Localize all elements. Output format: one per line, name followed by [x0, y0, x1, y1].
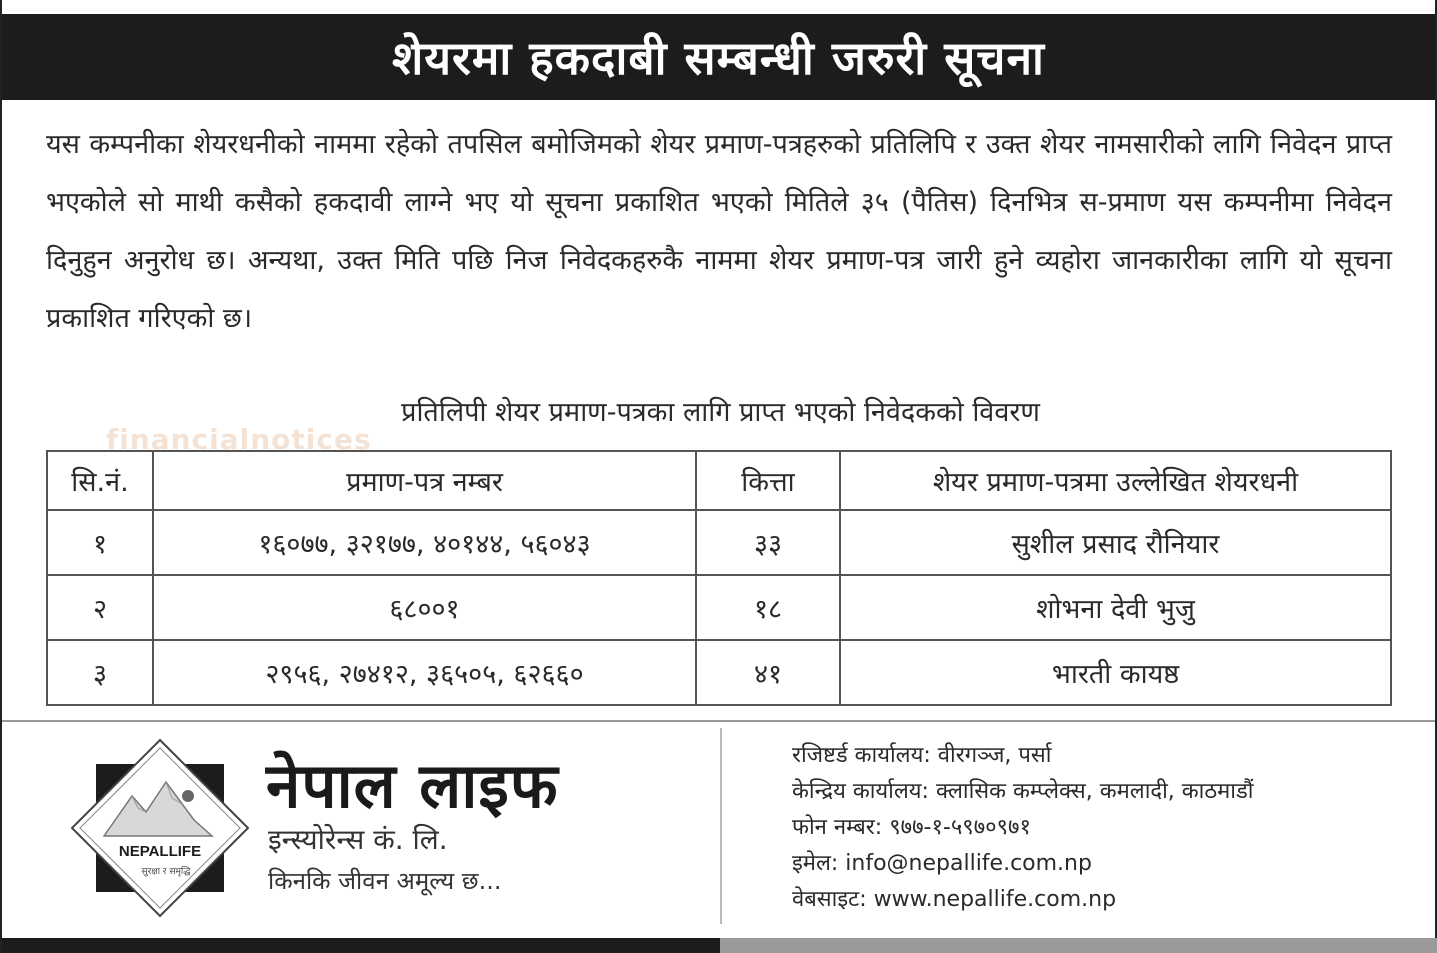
table-row — [47, 640, 1391, 705]
header-holder: शेयर प्रमाण-पत्रमा उल्लेखित शेयरधनी — [840, 451, 1391, 510]
header-sn: सि.नं. — [47, 451, 153, 510]
footer-divider — [2, 720, 1435, 722]
cell-holder: सुशील प्रसाद रौनियार — [840, 510, 1391, 575]
title-bar — [2, 14, 1435, 100]
table-row — [47, 575, 1391, 640]
footer-column-divider — [720, 728, 722, 924]
claims-table — [46, 450, 1392, 706]
logo-mark-text: NEPALLIFE — [118, 843, 202, 860]
cell-sn: २ — [47, 575, 153, 640]
brand-name: नेपाल लाइफ — [266, 749, 559, 822]
nepallife-logo-icon — [70, 738, 250, 918]
top-margin — [2, 0, 1435, 14]
cell-holder: शोभना देवी भुजु — [840, 575, 1391, 640]
cell-certificate-no: २९५६, २७४१२, ३६५०५, ६२६६० — [153, 640, 696, 705]
header-kitta: कित्ता — [696, 451, 840, 510]
cell-sn: १ — [47, 510, 153, 575]
contact-block — [792, 738, 1412, 918]
cell-kitta: ३३ — [696, 510, 840, 575]
table-row — [47, 510, 1391, 575]
brand-tagline: किनकि जीवन अमूल्य छ... — [268, 867, 502, 895]
table-caption: प्रतिलिपी शेयर प्रमाण-पत्रका लागि प्राप्त भएको निवेदकको विवरण — [401, 397, 1040, 428]
registered-office: रजिष्टर्ड कार्यालय: वीरगञ्ज, पर्सा — [792, 743, 1052, 768]
header-certificate-no: प्रमाण-पत्र नम्बर — [153, 451, 696, 510]
logo-mark-slogan: सुरक्षा र समृद्धि — [141, 867, 191, 877]
company-logo-block — [70, 738, 690, 918]
cell-kitta: १८ — [696, 575, 840, 640]
bottom-bar-left — [2, 938, 720, 953]
central-office: केन्द्रिय कार्यालय: क्लासिक कम्प्लेक्स, कमलादी, काठमाडौं — [792, 779, 1254, 804]
website-link[interactable]: वेबसाइट: www.nepallife.com.np — [792, 887, 1117, 912]
table-header-row — [47, 451, 1391, 510]
cell-certificate-no: ६८००१ — [153, 575, 696, 640]
notice-title: शेयरमा हकदाबी सम्बन्धी जरुरी सूचना — [392, 31, 1045, 85]
notice-body: यस कम्पनीका शेयरधनीको नाममा रहेको तपसिल बमोजिमको शेयर प्रमाण-पत्रहरुको प्रतिलिपि र उक्त शेयर नामसारीको लागि निवेदन प्राप्त भएकोले सो माथी कसैको हकदावी लाग्ने भए यो सूचना प्रकाशित भएको मितिले ३५ (पैतिस) दिनभित्र स-प्रमाण यस कम्पनीमा निवेदन दिनुहुन अनुरोध छ। अन्यथा, उक्त मिति पछि निज निवेदकहरुकै नाममा शेयर प्रमाण-पत्र जारी हुने व्यहोरा जानकारीका लागि यो सूचना प्रकाशित गरिएको छ। — [46, 129, 1392, 334]
email-address[interactable]: इमेल: info@nepallife.com.np — [792, 851, 1092, 876]
cell-sn: ३ — [47, 640, 153, 705]
cell-kitta: ४१ — [696, 640, 840, 705]
phone-number: फोन नम्बर: ९७७-१-५९७०९७१ — [792, 815, 1031, 840]
brand-subtitle: इन्स्योरेन्स कं. लि. — [268, 823, 448, 856]
watermark: financialnotices — [106, 423, 372, 456]
cell-holder: भारती कायष्ठ — [840, 640, 1391, 705]
bottom-bar-right — [720, 938, 1437, 953]
cell-certificate-no: १६०७७, ३२१७७, ४०१४४, ५६०४३ — [153, 510, 696, 575]
